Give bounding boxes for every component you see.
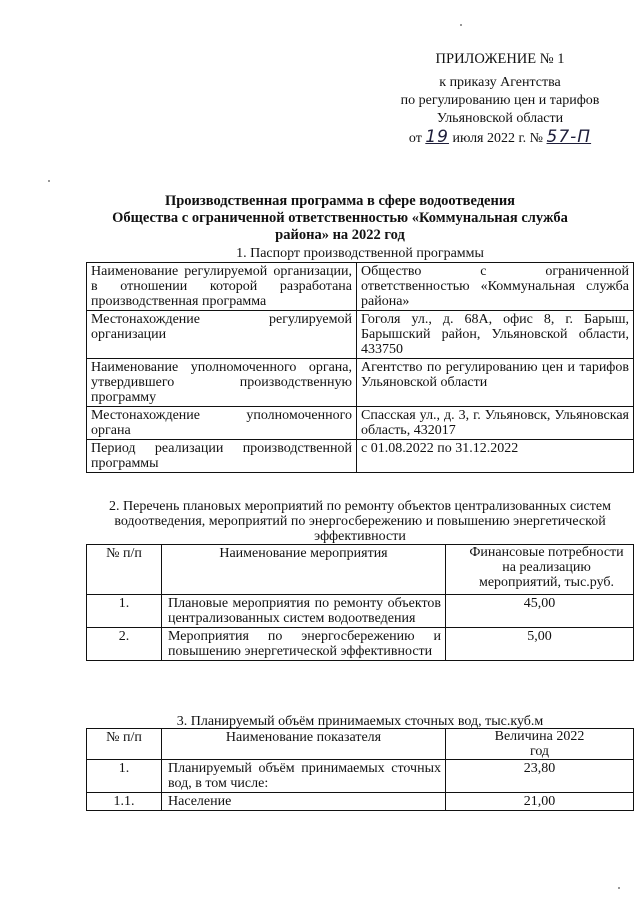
table-row bbox=[87, 793, 634, 811]
row-value: 23,80 bbox=[446, 760, 634, 793]
title-line: района» на 2022 год bbox=[275, 227, 405, 243]
passport-value: Общество с ограниченной ответственностью «Коммунальная служба района» bbox=[357, 263, 634, 311]
scan-speck bbox=[618, 887, 620, 889]
column-header-number: № п/п bbox=[87, 545, 162, 595]
column-header-number: № п/п bbox=[87, 729, 162, 760]
appendix-line: по регулированию цен и тарифов bbox=[400, 93, 600, 108]
row-name: Мероприятия по энергосбережению и повышению энергетической эффективности bbox=[162, 628, 446, 661]
title-line: Производственная программа в сфере водоотведения bbox=[164, 193, 516, 209]
table-header-row bbox=[87, 545, 634, 595]
scan-speck bbox=[48, 180, 50, 182]
table-row bbox=[87, 407, 634, 440]
table-row bbox=[87, 595, 634, 628]
measures-table bbox=[86, 544, 634, 661]
passport-label: Местонахождение уполномоченного органа bbox=[87, 407, 357, 440]
date-rest: июля 2022 г. № bbox=[452, 131, 544, 146]
appendix-line: Ульяновской области bbox=[436, 111, 564, 126]
column-header-value: Величина 2022 год bbox=[446, 729, 634, 760]
passport-label: Наименование регулируемой организации, в отношении которой разработана производственная программа bbox=[87, 263, 357, 311]
handwritten-order-number: 57-П bbox=[546, 127, 592, 147]
appendix-date-line bbox=[380, 128, 620, 148]
passport-value: Спасская ул., д. 3, г. Ульяновск, Ульяновская область, 432017 bbox=[357, 407, 634, 440]
row-name: Планируемый объём принимаемых сточных вод, в том числе: bbox=[162, 760, 446, 793]
table-row bbox=[87, 263, 634, 311]
row-name: Население bbox=[162, 793, 446, 811]
row-number: 2. bbox=[87, 628, 162, 661]
document-title bbox=[80, 193, 600, 244]
table-row bbox=[87, 440, 634, 473]
section-2-heading: 2. Перечень плановых мероприятий по ремонту объектов централизованных систем водоотведения, мероприятий по энергосбережению и повышению энергетической эффективности bbox=[109, 499, 611, 544]
handwritten-day: 19 bbox=[425, 127, 449, 147]
column-header-name: Наименование мероприятия bbox=[162, 545, 446, 595]
passport-value: Агентство по регулированию цен и тарифов Ульяновской области bbox=[357, 359, 634, 407]
passport-label: Период реализации производственной программы bbox=[87, 440, 357, 473]
volume-table bbox=[86, 728, 634, 811]
passport-value: с 01.08.2022 по 31.12.2022 bbox=[357, 440, 634, 473]
appendix-line: к приказу Агентства bbox=[439, 75, 561, 90]
section-3-heading: 3. Планируемый объём принимаемых сточных вод, тыс.куб.м bbox=[176, 714, 544, 729]
appendix-title: ПРИЛОЖЕНИЕ № 1 bbox=[435, 51, 565, 67]
passport-label: Местонахождение регулируемой организации bbox=[87, 311, 357, 359]
title-line: Общества с ограниченной ответственностью «Коммунальная служба bbox=[112, 210, 568, 226]
passport-table bbox=[86, 262, 634, 473]
row-number: 1. bbox=[87, 595, 162, 628]
row-value: 21,00 bbox=[446, 793, 634, 811]
table-row bbox=[87, 311, 634, 359]
column-header-name: Наименование показателя bbox=[162, 729, 446, 760]
passport-value: Гоголя ул., д. 68А, офис 8, г. Барыш, Барышский район, Ульяновской области, 433750 bbox=[357, 311, 634, 359]
scan-speck bbox=[460, 24, 462, 26]
section-1-heading: 1. Паспорт производственной программы bbox=[236, 246, 484, 261]
date-prefix: от bbox=[408, 131, 422, 146]
table-header-row bbox=[87, 729, 634, 760]
table-row bbox=[87, 628, 634, 661]
passport-label: Наименование уполномоченного органа, утвердившего производственную программу bbox=[87, 359, 357, 407]
row-value: 5,00 bbox=[446, 628, 634, 661]
column-header-finance: Финансовые потребности на реализацию мероприятий, тыс.руб. bbox=[446, 545, 634, 595]
table-row bbox=[87, 359, 634, 407]
row-number: 1.1. bbox=[87, 793, 162, 811]
row-value: 45,00 bbox=[446, 595, 634, 628]
row-name: Плановые мероприятия по ремонту объектов централизованных систем водоотведения bbox=[162, 595, 446, 628]
appendix-block bbox=[380, 50, 620, 148]
table-row bbox=[87, 760, 634, 793]
row-number: 1. bbox=[87, 760, 162, 793]
